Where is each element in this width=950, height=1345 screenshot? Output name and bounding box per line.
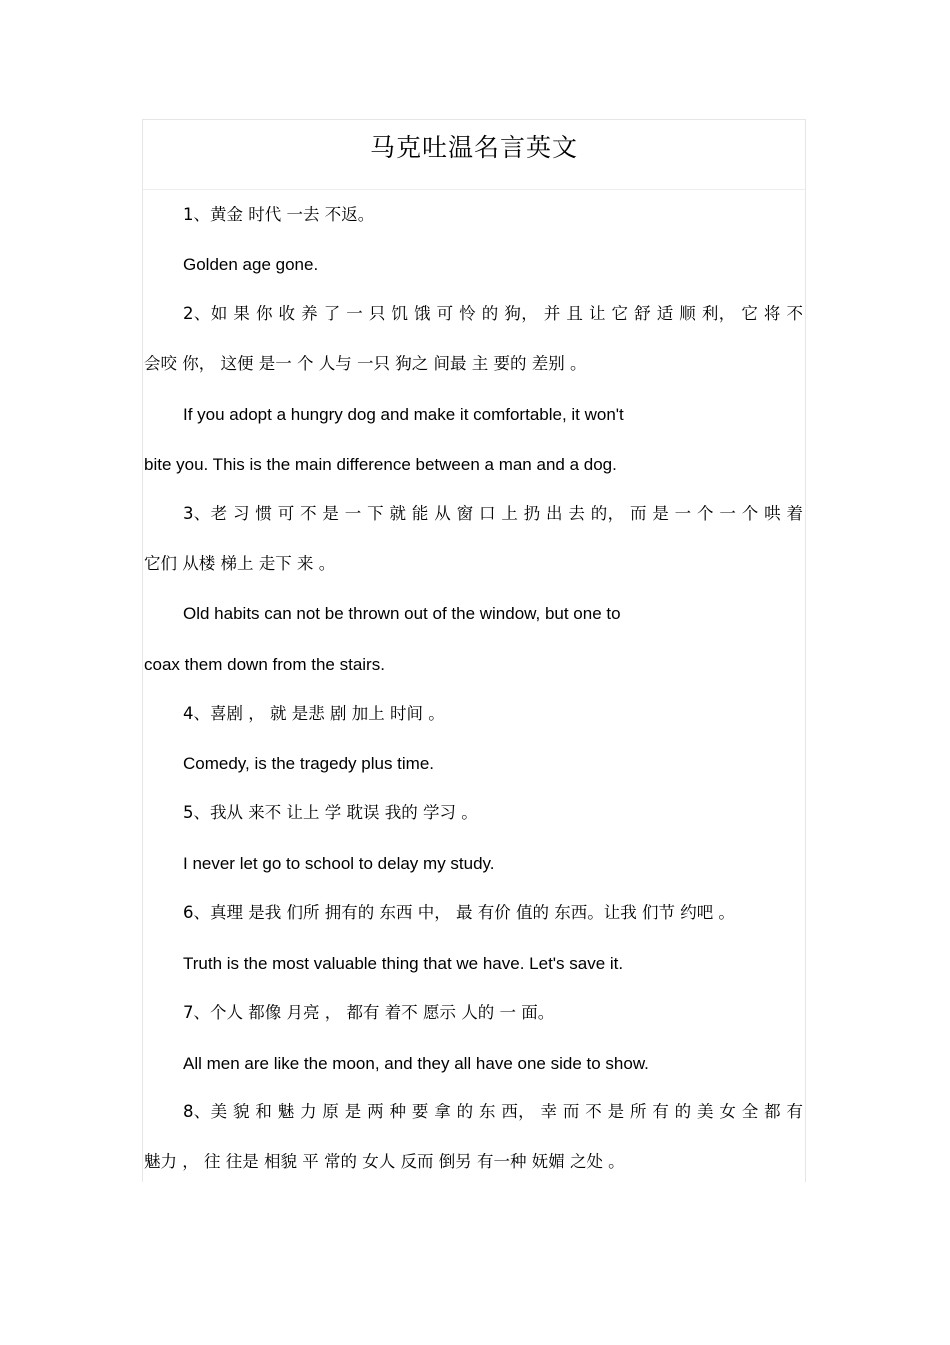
quote-4-chinese: 4、喜剧 ， 就 是悲 剧 加上 时间 。 (183, 704, 445, 723)
quote-5-chinese: 5、我从 来不 让上 学 耽误 我的 学习 。 (183, 803, 478, 822)
quote-2-chinese-line-1: 2、如 果 你 收 养 了 一 只 饥 饿 可 怜 的 狗， 并 且 让 它 舒 适 顺 利， 它 将 不 (183, 304, 803, 323)
quote-2-chinese-line-2: 会咬 你， 这便 是一 个 人与 一只 狗之 间最 主 要的 差别 。 (144, 354, 587, 373)
quote-3-chinese-line-1: 3、老 习 惯 可 不 是 一 下 就 能 从 窗 口 上 扔 出 去 的， 而 是 一 个 一 个 哄 着 (183, 504, 803, 523)
quote-1-chinese: 1、黄金 时代 一去 不返。 (183, 205, 375, 224)
document-page (142, 119, 806, 1182)
quote-5-english: I never let go to school to delay my study. (183, 854, 495, 873)
quote-3-english-line-1: Old habits can not be thrown out of the window, but one to (183, 604, 621, 623)
quote-6-chinese: 6、真理 是我 们所 拥有的 东西 中， 最 有价 值的 东西。让我 们节 约吧 。 (183, 903, 735, 922)
quote-8-chinese-line-1: 8、美 貌 和 魅 力 原 是 两 种 要 拿 的 东 西， 幸 而 不 是 所 有 的 美 女 全 都 有 (183, 1102, 803, 1121)
quote-3-chinese-line-2: 它们 从楼 梯上 走下 来 。 (144, 554, 336, 573)
quote-1-english: Golden age gone. (183, 255, 319, 274)
document-title: 马克吐温名言英文 (369, 133, 578, 162)
quote-7-english: All men are like the moon, and they all have one side to show. (183, 1054, 649, 1073)
quote-3-english-line-2: coax them down from the stairs. (144, 655, 385, 674)
quote-4-english: Comedy, is the tragedy plus time. (183, 754, 435, 773)
quote-2-english-line-1: If you adopt a hungry dog and make it comfortable, it won't (183, 405, 624, 424)
quote-7-chinese: 7、个人 都像 月亮 ， 都有 着不 愿示 人的 一 面。 (183, 1003, 555, 1022)
title-row (143, 120, 805, 190)
quote-2-english-line-2: bite you. This is the main difference between a man and a dog. (144, 455, 617, 474)
quote-8-chinese-line-2: 魅力 ， 往 往是 相貌 平 常的 女人 反而 倒另 有一种 妩媚 之处 。 (144, 1152, 625, 1171)
quote-6-english: Truth is the most valuable thing that we have. Let's save it. (183, 954, 624, 973)
